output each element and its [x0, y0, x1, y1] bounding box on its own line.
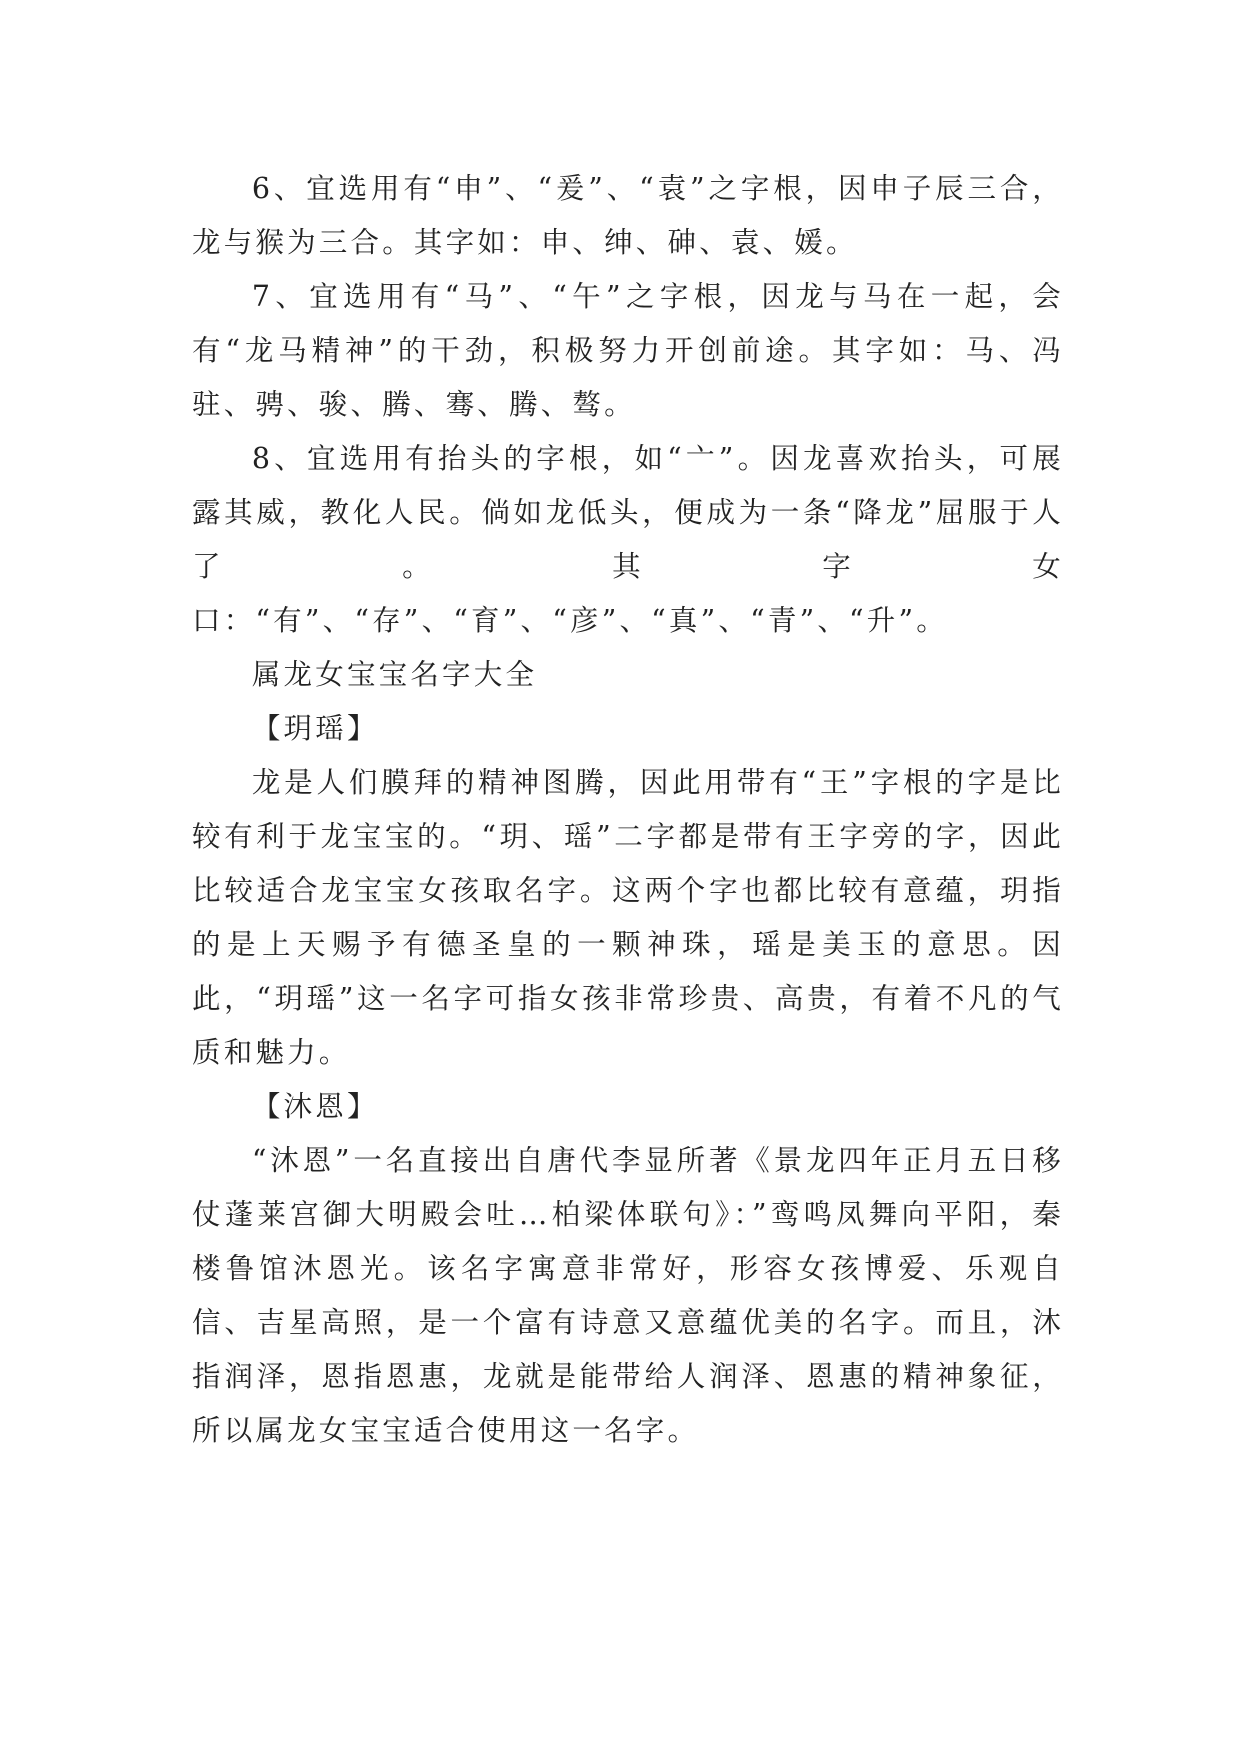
section-title: 属龙女宝宝名字大全 [251, 658, 538, 691]
document-body [192, 162, 1064, 1458]
rule-paragraph-8: 8、宜选用有抬头的字根，如“亠”。因龙喜欢抬头，可展露其威，教化人民。倘如龙低头，便成为一条“降龙”屈服于人了。其字女口：“有”、“存”、“育”、“彦”、“真”、“青”、“升”。 [192, 442, 1064, 637]
name-title-muen: 【沐恩】 [251, 1090, 379, 1123]
name-title-yueyao: 【玥瑶】 [251, 712, 379, 745]
rule-paragraph-6: 6、宜选用有“申”、“爰”、“袁”之字根，因申子辰三合，龙与猴为三合。其字如：申、绅、砷、袁、媛。 [192, 172, 1064, 259]
name-description-muen: “沐恩”一名直接出自唐代李显所著《景龙四年正月五日移仗蓬莱宫御大明殿会吐…柏梁体联句》：”鸾鸣凤舞向平阳，秦楼鲁馆沐恩光。该名字寓意非常好，形容女孩博爱、乐观自信、吉星高照，是一个富有诗意又意蕴优美的名字。而且，沐指润泽，恩指恩惠，龙就是能带给人润泽、恩惠的精神象征，所以属龙女宝宝适合使用这一名字。 [192, 1144, 1064, 1447]
name-description-yueyao: 龙是人们膜拜的精神图腾，因此用带有“王”字根的字是比较有利于龙宝宝的。“玥、瑶”二字都是带有王字旁的字，因此比较适合龙宝宝女孩取名字。这两个字也都比较有意蕴，玥指的是上天赐予有德圣皇的一颗神珠，瑶是美玉的意思。因此，“玥瑶”这一名字可指女孩非常珍贵、高贵，有着不凡的气质和魅力。 [192, 766, 1064, 1069]
rule-paragraph-7: 7、宜选用有“马”、“午”之字根，因龙与马在一起，会有“龙马精神”的干劲，积极努力开创前途。其字如：马、冯驻、骋、骏、腾、骞、腾、骜。 [192, 280, 1064, 421]
